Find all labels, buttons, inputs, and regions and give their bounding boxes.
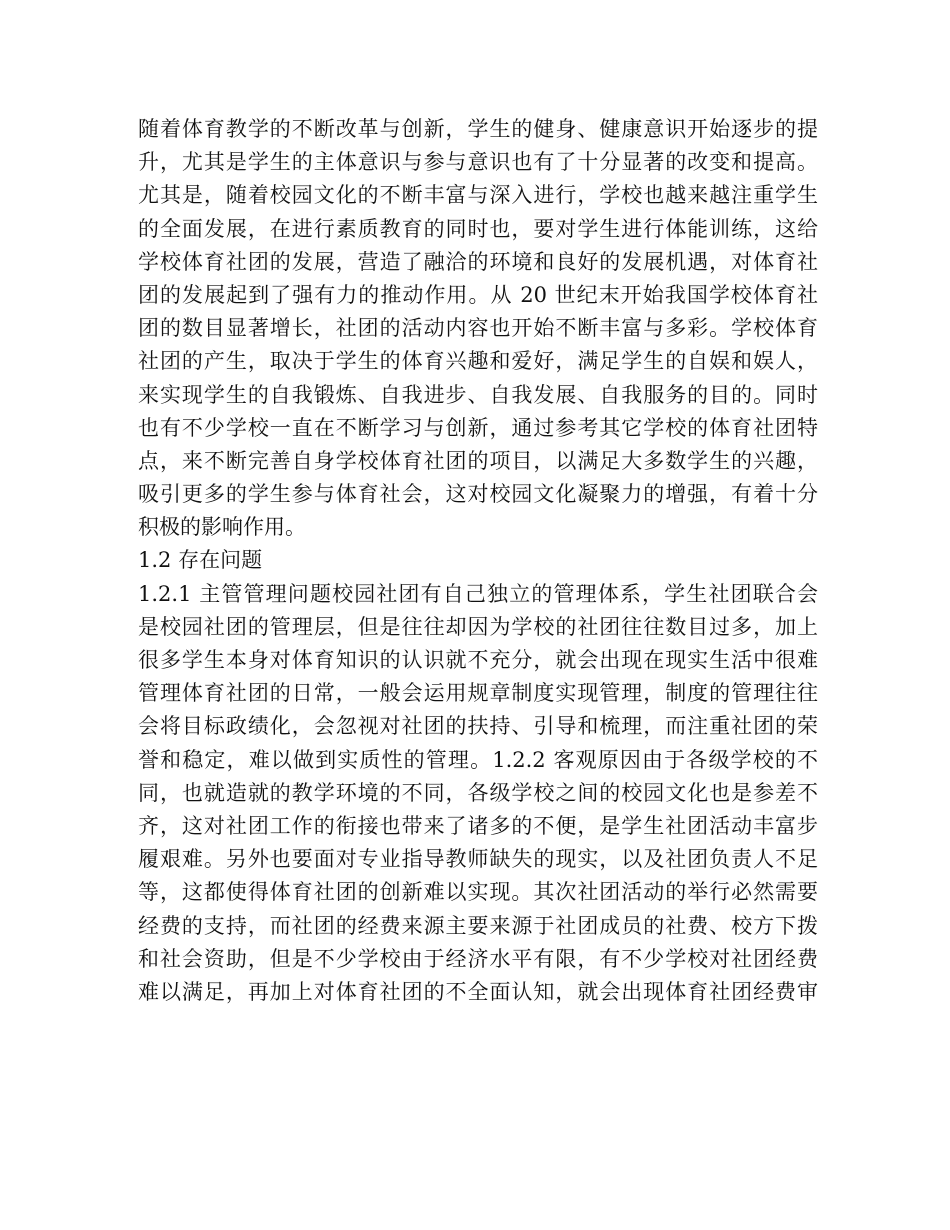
text-line: 同，也就造就的教学环境的不同，各级学校之间的校园文化也是参差不 — [138, 780, 818, 805]
text-line: 团的数目显著增长，社团的活动内容也开始不断丰富与多彩。学校体育 — [138, 316, 818, 341]
text-line: 随着体育教学的不断改革与创新，学生的健身、健康意识开始逐步的提 — [138, 117, 818, 141]
body-text — [138, 113, 818, 1009]
section-heading: 1.2 存在问题 — [138, 548, 263, 573]
text-line: 也有不少学校一直在不断学习与创新，通过参考其它学校的体育社团特 — [138, 415, 818, 440]
text-line: 经费的支持，而社团的经费来源主要来源于社团成员的社费、校方下拨 — [138, 913, 818, 938]
text-line: 团的发展起到了强有力的推动作用。从 20 世纪末开始我国学校体育社 — [138, 282, 818, 307]
text-line: 1.2.1 主管管理问题校园社团有自己独立的管理体系，学生社团联合会 — [138, 581, 818, 606]
text-line: 升，尤其是学生的主体意识与参与意识也有了十分显著的改变和提高。 — [138, 150, 818, 175]
text-line: 履艰难。另外也要面对专业指导教师缺失的现实，以及社团负责人不足 — [138, 847, 818, 872]
text-line: 很多学生本身对体育知识的认识就不充分，就会出现在现实生活中很难 — [138, 648, 818, 672]
text-line: 是校园社团的管理层，但是往往却因为学校的社团往往数目过多，加上 — [138, 614, 818, 639]
text-line: 和社会资助，但是不少学校由于经济水平有限，有不少学校对社团经费 — [138, 946, 818, 971]
text-line: 等，这都使得体育社团的创新难以实现。其次社团活动的举行必然需要 — [138, 880, 818, 905]
text-line: 誉和稳定，难以做到实质性的管理。1.2.2 客观原因由于各级学校的不 — [138, 747, 818, 772]
text-line: 来实现学生的自我锻炼、自我进步、自我发展、自我服务的目的。同时 — [138, 382, 818, 407]
text-line: 吸引更多的学生参与体育社会，这对校园文化凝聚力的增强，有着十分 — [138, 482, 818, 507]
text-line: 社团的产生，取决于学生的体育兴趣和爱好，满足学生的自娱和娱人， — [138, 349, 818, 374]
text-line: 管理体育社团的日常，一般会运用规章制度实现管理，制度的管理往往 — [138, 681, 818, 706]
text-line: 难以满足，再加上对体育社团的不全面认知，就会出现体育社团经费审 — [138, 979, 818, 1004]
text-line: 齐，这对社团工作的衔接也带来了诸多的不便，是学生社团活动丰富步 — [138, 813, 818, 838]
text-line: 学校体育社团的发展，营造了融洽的环境和良好的发展机遇，对体育社 — [138, 249, 818, 274]
text-line: 的全面发展，在进行素质教育的同时也，要对学生进行体能训练，这给 — [138, 216, 818, 241]
text-line: 点，来不断完善自身学校体育社团的项目，以满足大多数学生的兴趣， — [138, 448, 818, 473]
text-line: 积极的影响作用。 — [138, 515, 306, 540]
text-line: 会将目标政绩化，会忽视对社团的扶持、引导和梳理，而注重社团的荣 — [138, 714, 818, 739]
text-line: 尤其是，随着校园文化的不断丰富与深入进行，学校也越来越注重学生 — [138, 183, 818, 208]
